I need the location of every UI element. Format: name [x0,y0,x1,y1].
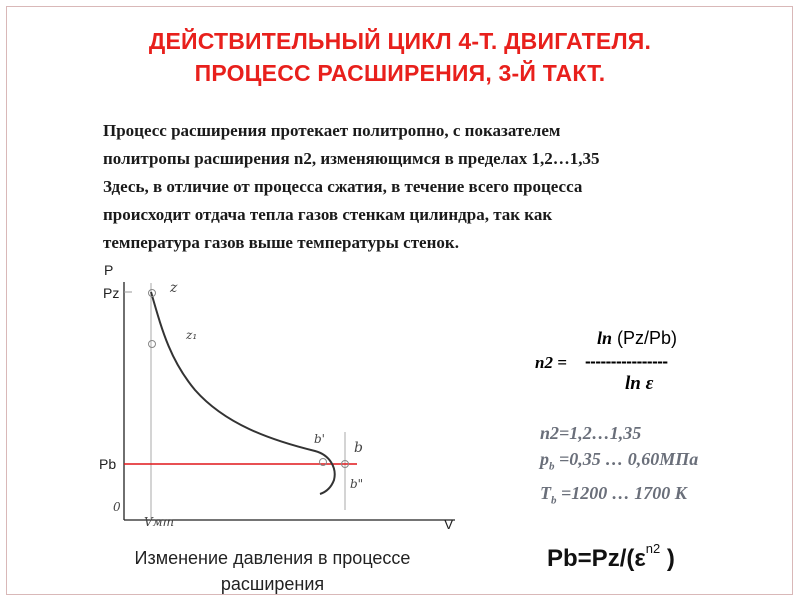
title-line-1: ДЕЙСТВИТЕЛЬНЫЙ ЦИКЛ 4-Т. ДВИГАТЕЛЯ. [148,28,652,54]
pb-formula-close: ) [660,545,675,572]
n2-formula [530,328,730,398]
pb-label: Pb [99,456,117,472]
pb-formula-exponent: n2 [645,541,661,556]
n2-denominator: ln ε [625,373,654,394]
description-line: температура газов выше температуры стенок. [103,233,459,252]
tb-range [540,480,698,514]
tb-value: =1200 … 1700 К [556,482,687,503]
ln-symbol: ln [597,328,613,348]
origin-label: 0 [113,500,121,514]
point-b2-label: b" [350,477,364,491]
p-axis-label: P [104,262,114,278]
vmt-label: Vмт [144,515,174,529]
title-line-2: ПРОЦЕСС РАСШИРЕНИЯ, 3-Й ТАКТ. [194,60,606,86]
slide-title [0,25,800,89]
description-line: политропы расширения n2, изменяющимся в пределах 1,2…1,35 [103,149,600,168]
pb-formula [547,541,675,573]
point-z1-label: z₁ [186,328,198,342]
numerator-arg: (Pz/Pb) [612,328,678,348]
pb-formula-text: Pb=Pz/(ε [547,545,646,572]
v-axis-label: V [444,516,454,532]
tb-subscript: b [551,494,557,507]
pz-label: Pz [103,285,120,301]
parameter-values [540,420,698,513]
point-b-label: b [354,440,363,456]
pb-symbol: p [540,449,549,469]
pb-subscript: b [549,460,555,473]
description-paragraph [103,117,763,257]
point-b1-label: b' [314,432,325,446]
fraction-bar: ---------------- [585,352,668,371]
description-line: Здесь, в отличие от процесса сжатия, в течение всего процесса [103,177,583,196]
point-z-label: z [170,280,178,296]
pb-range [540,446,698,480]
description-line: Процесс расширения протекает политропно, с показателем [103,121,561,140]
diagram-caption: Изменение давления в процессе расширения [134,548,411,594]
tb-symbol: T [540,482,551,503]
n2-range: n2=1,2…1,35 [540,423,642,443]
n2-lhs: n2 = [535,353,567,372]
description-line: происходит отдача тепла газов стенкам цилиндра, так как [103,205,553,224]
pb-value: =0,35 … 0,60МПа [554,449,699,469]
n2-numerator [597,328,677,349]
